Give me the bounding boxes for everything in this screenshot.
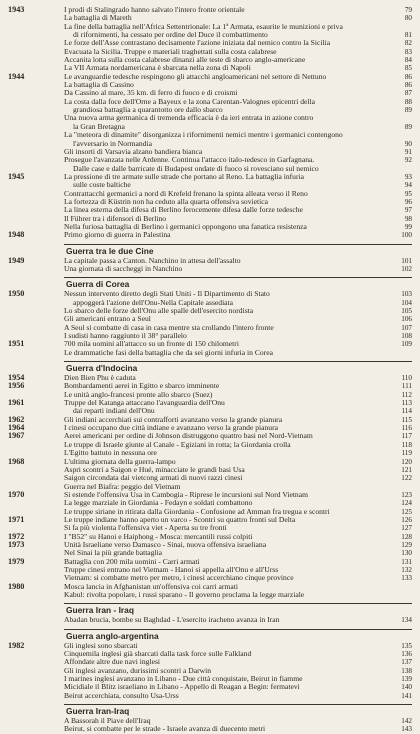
entry-year: 1973 — [8, 539, 25, 549]
entry-year: 1962 — [8, 414, 25, 424]
entry-title: I cinesi occupano due città indiane e avanzano verso la grande pianura — [64, 424, 279, 433]
entry-title: La battaglia di Cassino — [64, 81, 134, 90]
index-entry — [8, 190, 412, 198]
entry-year: 1964 — [8, 423, 25, 433]
entry-title: Kabul: rivolta popolare, i russi sparano - Il governo proclama la legge marziale — [64, 591, 305, 599]
section-rule — [64, 603, 412, 604]
entry-title: Vietnam: si combatte metro per metro, i cinesi accerchiano cinque province — [64, 574, 294, 583]
entry-page-number: 124 — [401, 499, 412, 508]
entry-page-number: 102 — [401, 264, 412, 273]
index-entry — [8, 307, 412, 315]
entry-title: La battaglia di Mareth — [64, 14, 132, 23]
entry-title: L'Egitto battuto in nessuna ore — [64, 449, 157, 458]
entry-title: l'avversario in Normandia — [73, 139, 152, 148]
index-entry — [8, 6, 412, 14]
entry-page-number: 128 — [401, 532, 412, 541]
entry-title: Gli inglesi sono sbarcati — [64, 641, 138, 650]
entry-page-number: 79 — [404, 6, 412, 14]
entry-title: Mosca lancia in Afghanistan un'offensiva coi carri armati — [64, 582, 238, 591]
entry-title: Aerei americani per ordine di Johnson distruggono quattro basi nel Nord-Vietnam — [64, 432, 313, 441]
index-entry — [8, 717, 412, 725]
entry-title: Cinquemila inglesi già sbarcati dalla task force sulle Falkland — [64, 650, 252, 659]
index-entry — [8, 558, 412, 566]
entry-title: Beirut accerchiata, consulto Usa-Urss — [64, 691, 179, 700]
entry-year: 1970 — [8, 489, 25, 499]
entry-title: La fine della battaglia nell'Africa Settentrionale: La 1ª Armata, esaurite le munizioni e priva — [64, 22, 343, 31]
entry-page-number: 123 — [401, 490, 412, 499]
entry-page-number: 143 — [401, 725, 412, 734]
index-entry — [8, 56, 412, 64]
entry-page-number: 95 — [404, 189, 412, 198]
index-entry — [8, 73, 412, 81]
index-entry — [8, 156, 412, 164]
entry-page-number: 125 — [401, 507, 412, 516]
section-title: Guerra Iran - Iraq — [66, 605, 134, 616]
entry-title: Dien Bien Phu è caduta — [64, 374, 136, 383]
index-entry — [8, 114, 412, 122]
entry-page-number: 120 — [401, 457, 412, 466]
entry-page-number: 96 — [404, 197, 412, 206]
index-entry — [8, 332, 412, 340]
index-entry — [8, 89, 412, 97]
index-entry — [8, 683, 412, 691]
index-entry — [8, 48, 412, 56]
entry-page-number: 82 — [404, 39, 412, 48]
entry-title: Le forze dell'Asse contrastano decisamente l'azione iniziata dal nemico contro la Sicilia — [64, 39, 331, 48]
entry-title: sulle coste baltiche — [73, 181, 131, 190]
entry-year: 1943 — [8, 5, 25, 14]
entry-page-number: 118 — [401, 440, 412, 449]
section-header — [8, 244, 412, 256]
entry-page-number: 126 — [401, 515, 412, 524]
index-entry — [8, 123, 412, 131]
entry-page-number: 133 — [401, 574, 412, 583]
entry-title: A Bassorah il Piave dell'Iraq — [64, 717, 151, 726]
index-entry — [8, 131, 412, 139]
section-rule — [64, 704, 412, 705]
entry-title: Una giornata di saccheggi in Nanchino — [64, 264, 183, 273]
index-entry — [8, 81, 412, 89]
entry-title: Il Führer tra i difensori di Berlino — [64, 214, 167, 223]
entry-page-number: 122 — [401, 474, 412, 483]
index-entry — [8, 483, 412, 491]
entry-year: 1945 — [8, 171, 25, 181]
entry-page-number: 121 — [401, 465, 412, 474]
entry-page-number: 103 — [401, 290, 412, 299]
entry-year: 1968 — [8, 456, 25, 466]
index-entry — [8, 432, 412, 440]
entry-title: Prosegue l'avanzata nelle Ardenne. Continua l'attacco italo-tedesco in Garfagnana. — [64, 156, 315, 165]
entry-year: 1967 — [8, 431, 25, 441]
entry-year: 1979 — [8, 556, 25, 566]
entry-title: La fortezza di Küstrin non ha ceduto alla quarta offensiva sovietica — [64, 197, 268, 206]
section-header — [8, 704, 412, 716]
section-rule — [64, 277, 412, 278]
entry-title: appoggerà l'azione dell'Onu-Nella Capitale assediata — [73, 298, 234, 307]
entry-title: La legge marziale in Giordania - Fedayn e soldati combattono — [64, 499, 253, 508]
entry-page-number: 134 — [401, 616, 412, 625]
entry-title: di rifornimenti, ha cessato per ordine del Duce il combattimento — [73, 31, 268, 40]
section-rule — [64, 361, 412, 362]
entry-year: 1944 — [8, 71, 25, 81]
index-entry — [8, 140, 412, 148]
index-entry — [8, 566, 412, 574]
entry-page-number: 87 — [404, 89, 412, 98]
index-entry — [8, 591, 412, 599]
index-entry — [8, 349, 412, 357]
entry-page-number: 80 — [404, 14, 412, 23]
index-entry — [8, 231, 412, 239]
index-entry — [8, 574, 412, 582]
entry-page-number: 89 — [404, 106, 412, 115]
entry-title: La linea esterna della difesa di Berlino ferocemente difesa dalle forze tedesche — [64, 206, 303, 215]
entry-page-number: 93 — [404, 172, 412, 181]
entry-page-number: 138 — [401, 666, 412, 675]
entry-page-number: 107 — [401, 323, 412, 332]
entry-page-number: 139 — [401, 675, 412, 684]
entry-title: Bombardamenti aerei in Egitto e sbarco imminente — [64, 382, 220, 391]
entry-title: Primo giorno di guerra in Palestina — [64, 231, 171, 240]
index-entry — [8, 458, 412, 466]
index-entry — [8, 491, 412, 499]
entry-page-number: 130 — [401, 549, 412, 558]
entry-page-number: 140 — [401, 683, 412, 692]
entry-page-number: 81 — [404, 31, 412, 40]
entry-page-number: 136 — [401, 650, 412, 659]
index-entry — [8, 616, 412, 624]
entry-title: Evacuata la Sicilia. Truppe e materiali traghettati sulla costa calabrese — [64, 47, 277, 56]
entry-title: Nel Sinai la più grande battaglia — [64, 549, 163, 558]
index-entry — [8, 516, 412, 524]
entry-title: grandiosa battaglia a quarantotto ore dallo sbarco — [73, 106, 223, 115]
index-entry — [8, 98, 412, 106]
entry-page-number: 101 — [401, 256, 412, 265]
entry-year: 1950 — [8, 289, 25, 299]
section-title: Guerra anglo-argentina — [66, 630, 159, 641]
index-entry — [8, 399, 412, 407]
index-entry — [8, 675, 412, 683]
index-entry — [8, 257, 412, 265]
entry-title: La pressione di tre armate sulle strade che portano al Reno. La battaglia infuria — [64, 172, 304, 181]
index-entry — [8, 642, 412, 650]
entry-page-number: 90 — [404, 139, 412, 148]
entry-title: I marines inglesi avanzano in Libano - Due città conquistate, Beirut in fiamme — [64, 675, 303, 684]
index-entry — [8, 106, 412, 114]
entry-title: Truppe del Katanga attaccano l'avanguardia dell'Onu — [64, 399, 225, 408]
entry-page-number: 129 — [401, 540, 412, 549]
index-entry — [8, 165, 412, 173]
entry-page-number: 88 — [404, 97, 412, 106]
index-entry — [8, 524, 412, 532]
index-entry — [8, 290, 412, 298]
entry-page-number: 119 — [401, 449, 412, 458]
entry-year: 1949 — [8, 255, 25, 265]
entry-title: Nella furiosa battaglia di Berlino i germanici oppongono una fanatica resistenza — [64, 222, 307, 231]
entry-year: 1951 — [8, 339, 25, 349]
index-entry — [8, 340, 412, 348]
entry-year: 1961 — [8, 398, 25, 408]
entry-title: Si estende l'offensiva Usa in Cambogia - Riprese le incursioni sul Nord Vietnam — [64, 490, 309, 499]
entry-title: Unità Israeliane verso Damasco - Sinai, nuova offensiva israeliana — [64, 540, 267, 549]
index-entry — [8, 667, 412, 675]
entry-page-number: 113 — [401, 399, 412, 408]
entry-page-number: 132 — [401, 565, 412, 574]
index-entry — [8, 549, 412, 557]
index-entry — [8, 23, 412, 31]
index-entry — [8, 374, 412, 382]
index-entry — [8, 658, 412, 666]
entry-title: Saigon circondata dai vietcong armati di nuovi razzi cinesi — [64, 474, 243, 483]
entry-page-number: 127 — [401, 524, 412, 533]
entry-title: I sudisti hanno raggiunto il 38° parallelo — [64, 332, 187, 341]
entry-page-number: 114 — [401, 407, 412, 416]
entry-title: Si fa più violenta l'offensiva viet - Aperta su tre fronti — [64, 524, 227, 533]
section-header — [8, 603, 412, 615]
index-entry — [8, 223, 412, 231]
entry-title: Contrattacchi germanici a nord di Krefeld frenano la spinta alleata verso il Reno — [64, 189, 308, 198]
entry-page-number: 85 — [404, 64, 412, 73]
section-header — [8, 361, 412, 373]
entry-title: Accanita lotta sulla costa calabrese dinanzi alle teste di sbarco anglo-americane — [64, 56, 306, 65]
index-entry — [8, 299, 412, 307]
entry-page-number: 97 — [404, 206, 412, 215]
section-header — [8, 629, 412, 641]
entry-title: dai reparti indiani dell'Onu — [73, 407, 155, 416]
entry-page-number: 98 — [404, 214, 412, 223]
entry-year: 1982 — [8, 640, 25, 650]
entry-title: Battaglia con 200 mila uomini - Carri armati — [64, 557, 200, 566]
index-entry — [8, 181, 412, 189]
index-entry — [8, 424, 412, 432]
index-entry — [8, 416, 412, 424]
entry-page-number: 116 — [401, 424, 412, 433]
entry-title: I prodi di Stalingrado hanno salvato l'intero fronte orientale — [64, 6, 245, 14]
index-entry — [8, 206, 412, 214]
entry-year: 1954 — [8, 373, 25, 383]
entry-title: 700 mila uomini all'attacco su un fronte di 150 chilometri — [64, 340, 239, 349]
entry-title: Le truppe indiane hanno aperto un varco - Scontri su quattro fronti sul Delta — [64, 515, 296, 524]
index-entry — [8, 324, 412, 332]
index-entry — [8, 692, 412, 700]
section-header — [8, 277, 412, 289]
entry-page-number: 94 — [404, 181, 412, 190]
entry-page-number: 83 — [404, 47, 412, 56]
entry-title: La "meteora di dinamite" disorganizza i rifornimenti nemici mentre i germanici contengono — [64, 131, 343, 140]
entry-title: I "B52" su Hanoi e Haiphong - Mosca: mercantili russi colpiti — [64, 532, 253, 541]
index-entry — [8, 533, 412, 541]
entry-page-number: 91 — [404, 147, 412, 156]
entry-title: Una nuova arma germanica di tremenda efficacia è da ieri entrata in azione contro — [64, 114, 314, 123]
index-entry — [8, 198, 412, 206]
section-title: Guerra d'Indocina — [66, 363, 138, 374]
entry-year: 1972 — [8, 531, 25, 541]
index-entry — [8, 391, 412, 399]
entry-title: A Seul si combatte di casa in casa mentre sta crollando l'intero fronte — [64, 323, 274, 332]
entry-title: Gli indiani accerchiati sui contrafforti avanzano verso la grande pianura — [64, 415, 283, 424]
entry-title: la Gran Bretagna — [73, 122, 125, 131]
entry-title: Gli americani entrano a Seul — [64, 315, 151, 324]
section-title: Guerra di Corea — [66, 279, 130, 290]
entry-page-number: 92 — [404, 156, 412, 165]
entry-page-number: 112 — [401, 390, 412, 399]
index-entry — [8, 14, 412, 22]
index-entry — [8, 382, 412, 390]
entry-page-number: 89 — [404, 122, 412, 131]
entry-title: Dalle case e dalle barricate di Budapest ondate di fuoco si rovesciano sul nemico — [73, 164, 319, 173]
index-entry — [8, 315, 412, 323]
entry-page-number: 109 — [401, 340, 412, 349]
index-entry — [8, 650, 412, 658]
index-entry — [8, 441, 412, 449]
entry-page-number: 84 — [404, 56, 412, 65]
entry-title: La capitale passa a Canton. Nanchino in attesa dell'assalto — [64, 256, 241, 265]
entry-page-number: 142 — [401, 717, 412, 726]
index-entry — [8, 725, 412, 733]
entry-title: Le truppe di Israele giunte al Canale - Egiziani in rotta; la Giordania crolla — [64, 440, 291, 449]
entry-title: Gli insorti di Varsavia alzano bandiera bianca — [64, 147, 203, 156]
entry-year: 1971 — [8, 514, 25, 524]
entry-page-number: 105 — [401, 307, 412, 315]
index-entry — [8, 39, 412, 47]
entry-title: Truppe cinesi entrano nel Vietnam - Hanoi si appella all'Onu e all'Urss — [64, 565, 279, 574]
entry-title: La costa dalla foce dell'Orne a Bayeux e la zona Carentan-Valognes epicentri della — [64, 97, 316, 106]
index-entry — [8, 583, 412, 591]
entry-page-number: 104 — [401, 298, 412, 307]
index-entry — [8, 148, 412, 156]
entry-title: Affondate altre due navi inglesi — [64, 658, 161, 667]
index-entry — [8, 265, 412, 273]
entry-title: Beirut, si combatte per le strade - Israele avanza di duecento metri — [64, 725, 266, 734]
entry-page-number: 135 — [401, 641, 412, 650]
index-entry — [8, 474, 412, 482]
entry-title: Le truppe siriane in ritirata dalla Giordania - Confusione ad Amman fra tregua e scontri — [64, 507, 330, 516]
entry-title: Aspri scontri a Saigon e Hué, minacciate le grandi basi Usa — [64, 465, 245, 474]
index-entry — [8, 508, 412, 516]
entry-page-number: 141 — [401, 691, 412, 700]
index-entries — [8, 6, 412, 734]
entry-title: Micidiale il Blitz israeliano in Libano - Appello di Reagan a Begin: fermatevi — [64, 683, 300, 692]
index-entry — [8, 449, 412, 457]
entry-page-number: 131 — [401, 557, 412, 566]
entry-year: 1948 — [8, 230, 25, 240]
index-entry — [8, 173, 412, 181]
entry-page-number: 117 — [401, 432, 412, 441]
entry-page-number: 108 — [401, 332, 412, 341]
entry-page-number: 110 — [401, 374, 412, 383]
entry-page-number: 137 — [401, 658, 412, 667]
index-entry — [8, 541, 412, 549]
index-entry — [8, 64, 412, 72]
entry-title: Nessun intervento diretto degli Stati Uniti - Il Dipartimento di Stato — [64, 290, 270, 299]
entry-title: Lo sbarco delle forze dell'Onu alle spalle dell'esercito nordista — [64, 307, 254, 315]
entry-page-number: 99 — [404, 222, 412, 231]
entry-title: Le drammatiche fasi della battaglia che da sei giorni infuria in Corea — [64, 348, 273, 357]
entry-title: Guerra nel Biafra: peggio del Vietnam — [64, 482, 181, 491]
entry-page-number: 86 — [404, 81, 412, 90]
section-rule — [64, 629, 412, 630]
entry-title: Da Cassino al mare, 35 km. di ferro di fuoco e di croismi — [64, 89, 238, 98]
index-entry — [8, 215, 412, 223]
entry-title: L'ultima giornata della guerra-lampo — [64, 457, 176, 466]
entry-title: La VII Armata nordamericana è sbarcata nella zona di Napoli — [64, 64, 251, 73]
entry-page-number: 111 — [401, 382, 412, 391]
entry-title: Le unità anglo-francesi pronte allo sbarco (Suez) — [64, 390, 213, 399]
entry-page-number: 100 — [401, 231, 412, 240]
entry-page-number: 86 — [404, 72, 412, 81]
entry-title: Abadan brucia, bombe su Baghdad - L'esercito iracheno avanza in Iran — [64, 616, 280, 625]
section-rule — [64, 244, 412, 245]
section-title: Guerra Iran-Iraq — [66, 706, 130, 717]
entry-year: 1956 — [8, 381, 25, 391]
index-entry — [8, 407, 412, 415]
index-entry — [8, 466, 412, 474]
index-entry — [8, 31, 412, 39]
entry-title: Le avanguardie tedesche respingono gli attacchi angloamericani nel settore di Nettuno — [64, 72, 327, 81]
entry-year: 1980 — [8, 581, 25, 591]
index-entry — [8, 499, 412, 507]
entry-title: Gli inglesi avanzano, durissimi scontri a Darwin — [64, 666, 211, 675]
entry-page-number: 115 — [401, 415, 412, 424]
entry-page-number: 106 — [401, 315, 412, 324]
section-title: Guerra tra le due Cine — [66, 245, 154, 256]
